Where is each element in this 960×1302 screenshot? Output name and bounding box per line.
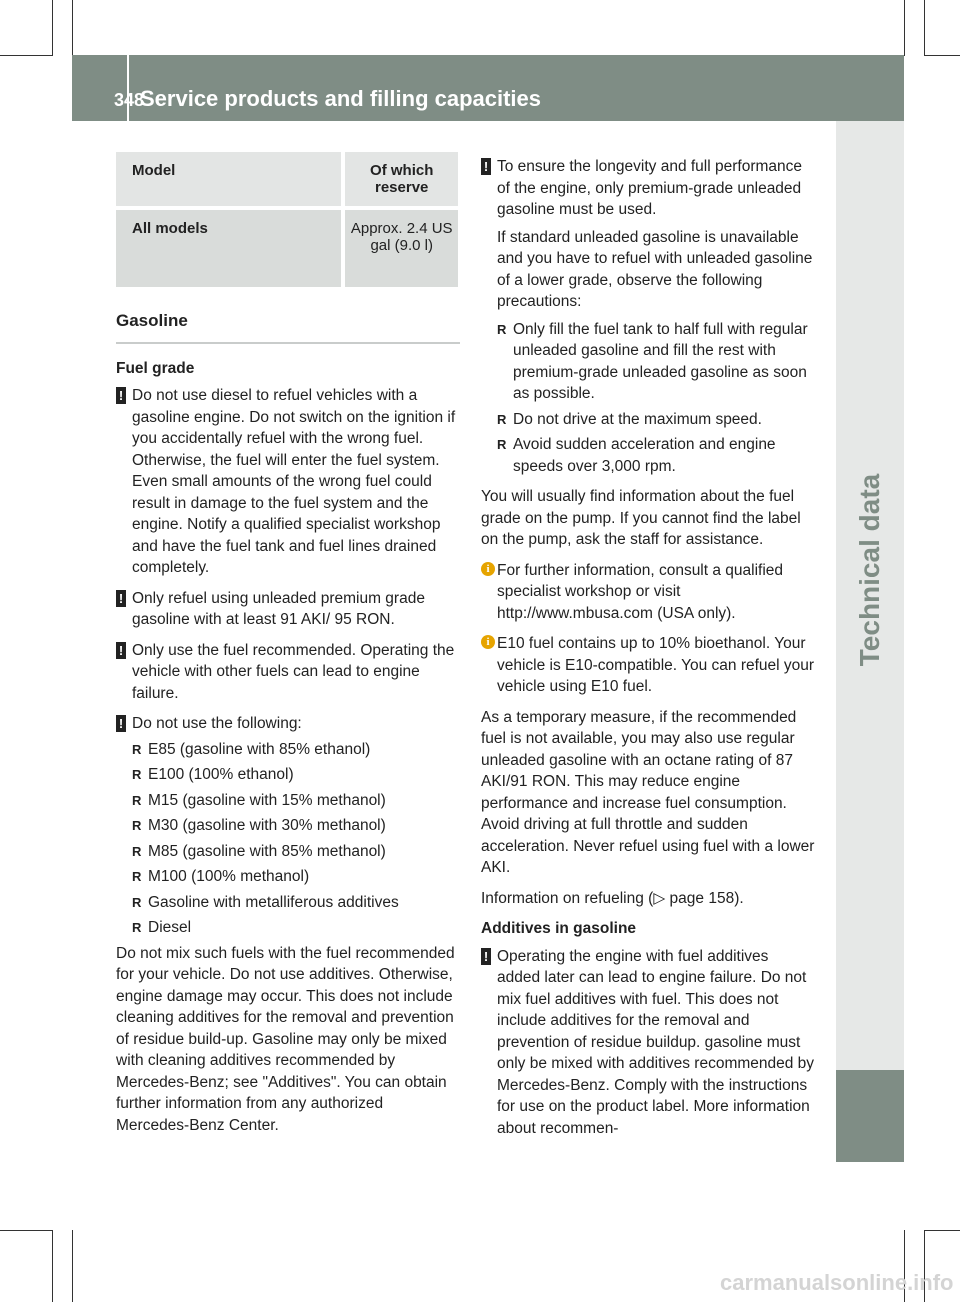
warning-icon: ! <box>116 715 126 732</box>
list-item: R M100 (100% methanol) <box>132 866 460 888</box>
warning-icon: ! <box>116 590 126 607</box>
crop-mark <box>52 0 53 56</box>
warning-text: To ensure the longevity and full performance of the engine, only premium-grade unleaded gasoline must be used. <box>497 158 803 218</box>
info-text: For further information, consult a qualified specialist workshop or visit http://www.mbusa.com (USA only). <box>497 561 784 622</box>
side-tab <box>828 420 912 720</box>
page-title: Service products and filling capacities <box>140 86 542 111</box>
watermark: carmanualsonline.info <box>720 1270 954 1295</box>
table-cell-model: All models <box>116 210 341 287</box>
crop-mark <box>904 0 905 56</box>
warning-text: Only use the fuel recommended. Operating the vehicle with other fuels can lead to engine failure. <box>132 641 455 702</box>
fuel-exclusion-list <box>116 739 460 939</box>
page-reference: Information on refueling (▷ page 158). <box>481 889 744 907</box>
warning-note <box>116 713 460 735</box>
table-row <box>116 210 458 287</box>
additives-heading: Additives in gasoline <box>481 920 637 937</box>
warning-note <box>116 588 460 631</box>
crop-mark <box>924 0 925 56</box>
list-item: R E100 (100% ethanol) <box>132 764 460 786</box>
warning-note <box>481 156 815 477</box>
list-item: R Do not drive at the maximum speed. <box>497 409 815 431</box>
warning-icon: ! <box>481 158 491 175</box>
list-item: R Gasoline with metalliferous additives <box>132 892 460 914</box>
table-header-reserve: Of which reserve <box>345 152 458 206</box>
info-note <box>481 560 815 625</box>
list-item: R Only fill the fuel tank to half full with regular unleaded gasoline and fill the rest with premium-grade unleaded gasoline as soon as possible. <box>497 319 815 405</box>
table-header-model: Model <box>116 152 341 206</box>
section-title: Gasoline <box>116 311 188 330</box>
crop-mark <box>924 55 960 56</box>
list-item: R M15 (gasoline with 15% methanol) <box>132 790 460 812</box>
warning-text: Do not use diesel to refuel vehicles with a gasoline engine. Do not switch on the ignition if you accidentally refuel with the wrong fuel. Otherwise, the fuel will enter the fuel system. Even small amounts of the wrong fuel could result in damage to the fuel system and the engine. Notify a qualified specialist workshop and have the fuel tank and fuel lines drained completely. <box>132 387 456 576</box>
crop-mark <box>0 1230 52 1231</box>
side-tab-marker <box>836 1070 904 1162</box>
crop-mark <box>72 1230 73 1302</box>
info-note <box>481 633 815 698</box>
warning-text: If standard unleaded gasoline is unavailable and you have to refuel with unleaded gasoline of a lower grade, observe the following precautions: <box>497 228 813 310</box>
warning-text: Operating the engine with fuel additives added later can lead to engine failure. Do not mix fuel additives with fuel. This does not include additives for the removal and prevention of residue buildup. gasoline must only be mixed with additives recommended by Mercedes-Benz. Comply with the instructions for use on the product label. More information about recommen- <box>497 947 815 1137</box>
warning-icon: ! <box>116 387 126 404</box>
info-text: E10 fuel contains up to 10% bioethanol. Your vehicle is E10-compatible. You can refuel your vehicle using E10 fuel. <box>497 635 815 695</box>
crop-mark <box>924 1230 960 1231</box>
list-item: R M85 (gasoline with 85% methanol) <box>132 841 460 863</box>
body-paragraph: As a temporary measure, if the recommended fuel is not available, you may also use regular unleaded gasoline with an octane rating of 87 AKI/91 RON. This may reduce engine performance and increase fuel consumption. Avoid driving at full throttle and sudden acceleration. Never refuel using fuel with a lower AKI. <box>481 708 815 876</box>
left-column <box>116 310 460 1145</box>
warning-note <box>116 640 460 705</box>
side-tab-label: Technical data <box>854 473 885 667</box>
info-icon: i <box>481 635 495 649</box>
body-paragraph: You will usually find information about the fuel grade on the pump. If you cannot find the label on the pump, ask the staff for assistance. <box>481 488 801 548</box>
crop-mark <box>0 55 52 56</box>
reserve-table <box>116 152 458 287</box>
list-item: R Diesel <box>132 917 460 939</box>
page-number: 348 <box>114 90 145 110</box>
list-item: R Avoid sudden acceleration and engine speeds over 3,000 rpm. <box>497 434 815 477</box>
warning-icon: ! <box>481 948 491 965</box>
table-header-row <box>116 152 458 206</box>
header-divider <box>127 55 129 121</box>
warning-text: Do not use the following: <box>132 715 302 732</box>
body-paragraph: Do not mix such fuels with the fuel recommended for your vehicle. Do not use additives. Otherwise, engine damage may occur. This does not include cleaning additives for the removal and prevention of residue build-up. Gasoline may only be mixed with cleaning additives recommended by Mercedes-Benz; see "Additives". You can obtain further information from any authorized Mercedes-Benz Center. <box>116 944 455 1134</box>
table-cell-reserve: Approx. 2.4 US gal (9.0 l) <box>345 210 458 287</box>
right-column <box>481 156 815 1148</box>
warning-icon: ! <box>116 642 126 659</box>
warning-note <box>116 385 460 579</box>
list-item: R E85 (gasoline with 85% ethanol) <box>132 739 460 761</box>
crop-mark <box>52 1230 53 1302</box>
section-rule <box>116 342 460 344</box>
info-icon: i <box>481 562 495 576</box>
fuel-grade-heading: Fuel grade <box>116 359 195 377</box>
crop-mark <box>72 0 73 56</box>
warning-text: Only refuel using unleaded premium grade gasoline with at least 91 AKI/ 95 RON. <box>132 589 425 628</box>
list-item: R M30 (gasoline with 30% methanol) <box>132 815 460 837</box>
warning-note <box>481 946 815 1140</box>
